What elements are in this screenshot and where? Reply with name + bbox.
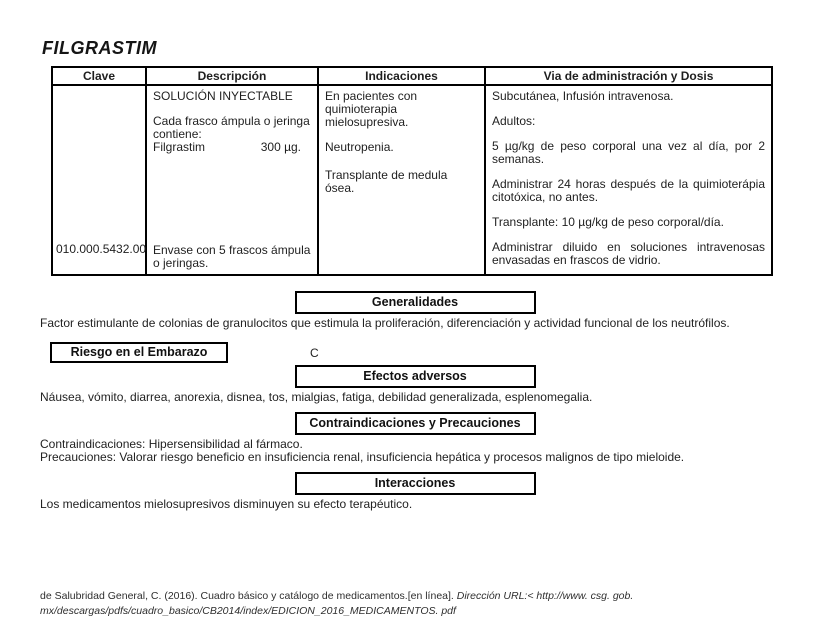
pregnancy-risk-category: C xyxy=(310,345,319,360)
descripcion-ingredient xyxy=(153,141,311,154)
descripcion-package: Envase con 5 frascos ámpula o jeringas. xyxy=(153,243,311,270)
citation-url-part: mx/descargas/pdfs/cuadro_basico/CB2014/index/EDICION_2016_MEDICAMENTOS. pdf xyxy=(40,604,456,617)
precauciones-line: Precauciones: Valorar riesgo beneficio en insuficiencia renal, insuficiencia hepática y procesos malignos de tipo mieloide. xyxy=(40,450,685,464)
descripcion-contains-intro: Cada frasco ámpula o jeringa contiene: xyxy=(153,114,310,141)
section-header-generalidades: Generalidades xyxy=(295,291,536,314)
via-paragraph: Administrar diluido en soluciones intravenosas envasadas en frascos de vidrio. xyxy=(492,240,765,267)
cell-via-dosis xyxy=(486,86,771,274)
reference-citation xyxy=(40,589,790,618)
clave-code: 010.000.5432.00 xyxy=(56,242,147,256)
via-paragraph: Adultos: xyxy=(492,114,536,128)
column-header-via-dosis: Via de administración y Dosis xyxy=(486,68,771,86)
ingredient-amount: 300 µg. xyxy=(260,140,301,154)
indicacion-item: Neutropenia. xyxy=(325,140,394,154)
indicacion-item: Transplante de medula ósea. xyxy=(325,168,448,195)
column-header-clave: Clave xyxy=(53,68,147,86)
indicacion-item: En pacientes con quimioterapia mielosupresiva. xyxy=(325,89,418,129)
via-paragraph: 5 µg/kg de peso corporal una vez al día, por 2 semanas. xyxy=(492,139,765,166)
section-header-interacciones: Interacciones xyxy=(295,472,536,495)
pregnancy-risk-row xyxy=(40,342,790,363)
citation-italic-part: Dirección URL:< http://www. csg. gob. xyxy=(456,590,634,602)
cell-clave xyxy=(53,86,147,274)
cell-descripcion xyxy=(147,86,319,274)
interacciones-text: Los medicamentos mielosupresivos disminuyen su efecto terapéutico. xyxy=(40,497,413,511)
via-paragraph: Administrar 24 horas después de la quimioterápia citotóxica, no antes. xyxy=(492,177,765,204)
section-header-efectos-adversos: Efectos adversos xyxy=(295,365,536,388)
contraindicaciones-line: Contraindicaciones: Hipersensibilidad al fármaco. xyxy=(40,437,303,451)
via-paragraph: Transplante: 10 µg/kg de peso corporal/día. xyxy=(492,215,724,229)
page-title: FILGRASTIM xyxy=(42,38,157,58)
efectos-adversos-text: Náusea, vómito, diarrea, anorexia, disnea, tos, mialgias, fatiga, debilidad generalizada, esplenomegalia. xyxy=(40,390,593,404)
section-header-riesgo-embarazo: Riesgo en el Embarazo xyxy=(50,342,228,363)
citation-line-1 xyxy=(40,589,790,604)
generalidades-text: Factor estimulante de colonias de granulocitos que estimula la proliferación, diferenciación y actividad funcional de los neutrófilos. xyxy=(40,316,730,330)
descripcion-form: SOLUCIÓN INYECTABLE xyxy=(153,89,293,103)
section-header-contraindicaciones: Contraindicaciones y Precauciones xyxy=(295,412,536,435)
descripcion-spacer xyxy=(153,154,311,244)
cell-indicaciones xyxy=(319,86,486,274)
citation-line-2 xyxy=(40,604,790,619)
via-paragraph: Subcutánea, Infusión intravenosa. xyxy=(492,89,674,103)
column-header-descripcion: Descripción xyxy=(147,68,319,86)
ingredient-name: Filgrastim xyxy=(153,140,206,154)
drug-info-table xyxy=(51,66,773,276)
column-header-indicaciones: Indicaciones xyxy=(319,68,486,86)
citation-normal-part: de Salubridad General, C. (2016). Cuadro básico y catálogo de medicamentos.[en línea]. xyxy=(40,590,457,602)
